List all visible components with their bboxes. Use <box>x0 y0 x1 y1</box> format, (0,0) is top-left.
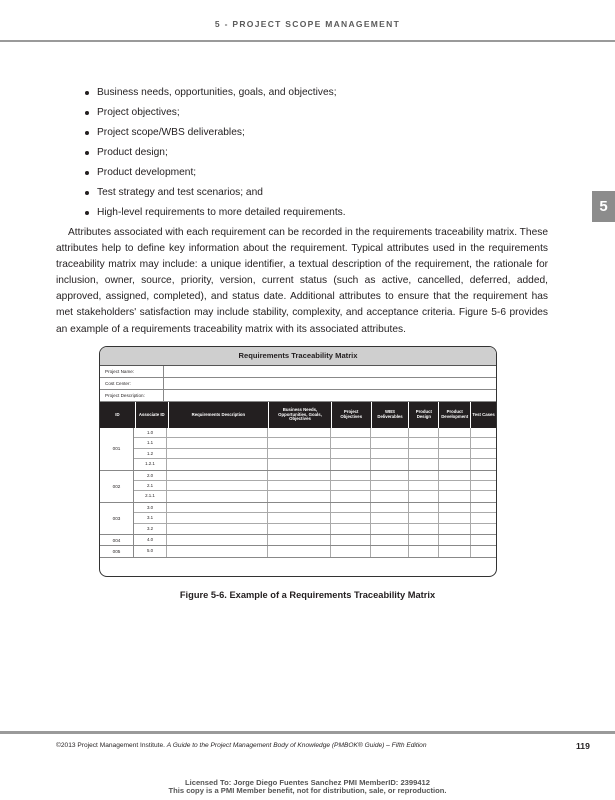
info-row-project-name <box>100 366 496 378</box>
figure-caption: Figure 5-6. Example of a Requirements Traceability Matrix <box>179 590 436 600</box>
table-cell <box>268 428 331 437</box>
table-row <box>134 535 496 545</box>
table-cell <box>268 546 331 556</box>
associate-id: 1.0 <box>134 428 167 437</box>
table-cell <box>439 503 471 512</box>
requirement-id: 002 <box>100 471 134 502</box>
bullet-item: Product design; <box>84 146 544 166</box>
page-header <box>0 0 615 42</box>
column-header: ID <box>100 402 136 428</box>
table-cell <box>268 471 331 480</box>
column-header: Test Cases <box>472 411 495 417</box>
table-cell <box>471 513 496 522</box>
associate-id: 1.1 <box>134 438 167 447</box>
table-cell <box>409 546 439 556</box>
table-cell <box>471 481 496 490</box>
table-cell <box>471 524 496 534</box>
table-cell <box>268 503 331 512</box>
table-cell <box>471 503 496 512</box>
table-cell <box>409 491 439 501</box>
table-row <box>134 524 496 534</box>
info-label: Project Name: <box>100 366 164 377</box>
bullet-item: Business needs, opportunities, goals, and objectives; <box>84 86 544 106</box>
column-header: Product Design <box>409 402 439 428</box>
column-header: Associate ID <box>136 402 169 428</box>
table-cell <box>471 535 496 545</box>
table-cell <box>371 481 409 490</box>
info-label: Cost Center: <box>100 378 164 389</box>
table-cell <box>439 449 471 458</box>
matrix-group <box>100 535 496 546</box>
table-cell <box>167 524 268 534</box>
matrix-title: Requirements Traceability Matrix <box>100 347 496 366</box>
table-cell <box>371 524 409 534</box>
table-cell <box>439 471 471 480</box>
table-cell <box>331 546 371 556</box>
table-cell <box>167 491 268 501</box>
table-cell <box>331 471 371 480</box>
table-cell <box>439 546 471 556</box>
table-cell <box>371 471 409 480</box>
bullet-list <box>84 86 544 226</box>
table-cell <box>331 449 371 458</box>
table-cell <box>331 428 371 437</box>
table-row <box>134 481 496 491</box>
associate-id: 2.0 <box>134 471 167 480</box>
table-cell <box>371 503 409 512</box>
footer-rule <box>0 731 615 734</box>
table-cell <box>471 438 496 447</box>
column-header: Requirements Description <box>169 402 269 428</box>
column-header: Business Needs, Opportunities, Goals, Objectives <box>269 402 332 428</box>
table-cell <box>409 449 439 458</box>
table-row <box>134 513 496 523</box>
info-value <box>164 366 496 377</box>
matrix-body <box>100 428 496 558</box>
license-notice <box>0 779 615 795</box>
table-row <box>134 471 496 481</box>
associate-id: 1.2.1 <box>134 459 167 469</box>
info-value <box>164 390 496 401</box>
table-cell <box>409 503 439 512</box>
table-cell <box>439 459 471 469</box>
table-cell <box>371 491 409 501</box>
associate-id: 4.0 <box>134 535 167 545</box>
column-header: Product Development <box>439 402 471 428</box>
table-row <box>134 438 496 448</box>
table-row <box>134 503 496 513</box>
table-cell <box>331 503 371 512</box>
table-cell <box>268 535 331 545</box>
associate-id: 1.2 <box>134 449 167 458</box>
matrix-group <box>100 471 496 503</box>
table-cell <box>167 438 268 447</box>
header-rule <box>0 40 615 42</box>
table-cell <box>167 471 268 480</box>
associate-id: 5.0 <box>134 546 167 556</box>
requirement-id: 003 <box>100 503 134 534</box>
associate-id: 3.1 <box>134 513 167 522</box>
table-row <box>134 428 496 438</box>
table-cell <box>439 535 471 545</box>
table-cell <box>167 428 268 437</box>
table-cell <box>439 481 471 490</box>
table-cell <box>268 524 331 534</box>
matrix-group <box>100 428 496 471</box>
matrix-column-headers <box>100 402 496 428</box>
table-cell <box>439 491 471 501</box>
table-cell <box>371 535 409 545</box>
table-cell <box>471 471 496 480</box>
table-cell <box>167 481 268 490</box>
footer-copyright <box>56 742 427 749</box>
table-row <box>134 459 496 469</box>
table-cell <box>439 428 471 437</box>
table-cell <box>409 481 439 490</box>
page-number: 119 <box>576 741 590 751</box>
chapter-tab: 5 <box>592 191 615 222</box>
table-cell <box>268 481 331 490</box>
table-cell <box>371 546 409 556</box>
running-header-title: 5 - PROJECT SCOPE MANAGEMENT <box>214 19 401 29</box>
copyright-title: A Guide to the Project Management Body of Knowledge (PMBOK® Guide) – Fifth Edition <box>166 742 427 749</box>
column-header: Project Objectives <box>332 402 372 428</box>
table-row <box>134 449 496 459</box>
table-cell <box>167 459 268 469</box>
table-cell <box>409 459 439 469</box>
info-row-cost-center <box>100 378 496 390</box>
table-cell <box>167 546 268 556</box>
bullet-item: Test strategy and test scenarios; and <box>84 186 544 206</box>
license-line-2: This copy is a PMI Member benefit, not for distribution, sale, or reproduction. <box>168 786 447 795</box>
bullet-item: High-level requirements to more detailed requirements. <box>84 206 544 226</box>
traceability-matrix <box>99 346 497 577</box>
table-cell <box>409 438 439 447</box>
associate-id: 3.0 <box>134 503 167 512</box>
table-cell <box>331 438 371 447</box>
table-cell <box>471 428 496 437</box>
table-row <box>134 491 496 501</box>
table-cell <box>471 491 496 501</box>
table-row <box>134 546 496 556</box>
associate-id: 2.1 <box>134 481 167 490</box>
table-cell <box>331 459 371 469</box>
table-cell <box>471 449 496 458</box>
requirement-id: 005 <box>100 546 134 556</box>
info-value <box>164 378 496 389</box>
body-paragraph: Attributes associated with each requirement can be recorded in the requirements traceability matrix. These attributes help to define key information about the requirement. Typical attributes used in the requirements traceability matrix may include: a unique identifier, a textual description of the requirement, the rationale for inclusion, owner, source, priority, version, current status (such as active, cancelled, deferred, added, approved, assigned, completed), and status date. Additional attributes to ensure that the requirement has met stakeholders' satisfaction may include stability, complexity, and acceptance criteria. Figure 5-6 provides an example of a requirements traceability matrix with its associated attributes. <box>56 227 548 335</box>
table-cell <box>371 459 409 469</box>
table-cell <box>409 524 439 534</box>
table-cell <box>439 524 471 534</box>
table-cell <box>409 535 439 545</box>
bullet-item: Project objectives; <box>84 106 544 126</box>
column-header: WBS Deliverables <box>372 402 410 428</box>
table-cell <box>167 535 268 545</box>
requirement-id: 001 <box>100 428 134 470</box>
table-cell <box>331 491 371 501</box>
table-cell <box>268 449 331 458</box>
table-cell <box>371 513 409 522</box>
table-cell <box>409 513 439 522</box>
table-cell <box>167 503 268 512</box>
associate-id: 3.2 <box>134 524 167 534</box>
table-cell <box>471 459 496 469</box>
copyright-prefix: ©2013 Project Management Institute. <box>56 742 167 749</box>
associate-id: 2.1.1 <box>134 491 167 501</box>
requirement-id: 004 <box>100 535 134 545</box>
table-cell <box>409 428 439 437</box>
table-cell <box>439 438 471 447</box>
table-cell <box>409 471 439 480</box>
table-cell <box>331 524 371 534</box>
table-cell <box>167 513 268 522</box>
table-cell <box>268 438 331 447</box>
table-cell <box>268 459 331 469</box>
table-cell <box>268 491 331 501</box>
license-line-1: Licensed To: Jorge Diego Fuentes Sanchez PMI MemberID: 2399412 <box>184 778 431 787</box>
table-cell <box>331 481 371 490</box>
table-cell <box>331 535 371 545</box>
matrix-group <box>100 503 496 535</box>
table-cell <box>268 513 331 522</box>
info-row-project-description <box>100 390 496 402</box>
table-cell <box>331 513 371 522</box>
table-cell <box>471 546 496 556</box>
table-cell <box>439 513 471 522</box>
bullet-item: Project scope/WBS deliverables; <box>84 126 544 146</box>
table-cell <box>167 449 268 458</box>
table-cell <box>371 428 409 437</box>
table-cell <box>371 438 409 447</box>
info-label: Project Description: <box>100 390 164 401</box>
matrix-group <box>100 546 496 557</box>
table-cell <box>371 449 409 458</box>
bullet-item: Product development; <box>84 166 544 186</box>
